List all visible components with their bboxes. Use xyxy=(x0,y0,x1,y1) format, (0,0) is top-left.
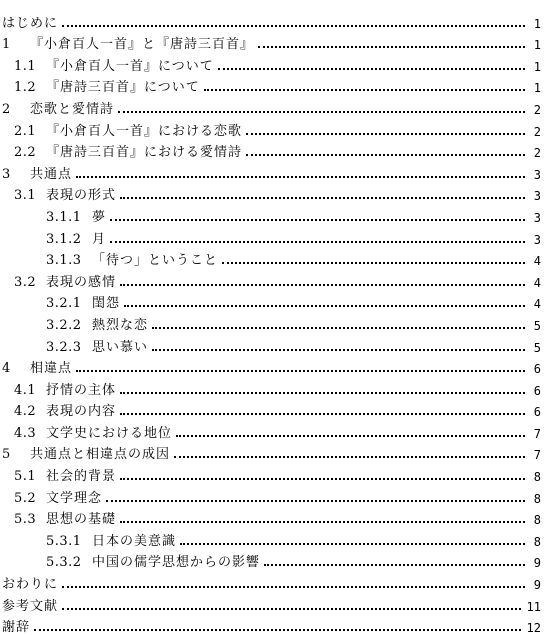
toc-dot-leader xyxy=(110,219,525,221)
toc-entry-title: 中国の儒学思想からの影響 xyxy=(92,555,261,571)
toc-entry-page-number: 3 xyxy=(533,210,541,225)
toc-entry-page-number: 6 xyxy=(533,383,541,398)
toc-dot-leader xyxy=(222,262,525,264)
toc-dot-leader xyxy=(258,46,525,48)
toc-entry[interactable] xyxy=(2,289,541,311)
toc-entry-number: 3.2.1 xyxy=(46,296,82,312)
toc-entry-page-number: 2 xyxy=(533,146,541,161)
toc-entry[interactable] xyxy=(2,94,541,116)
toc-entry-number: 1.1 xyxy=(14,58,37,74)
toc-entry-number: 1.2 xyxy=(14,80,37,96)
toc-entry-title: 謝辞 xyxy=(2,620,31,635)
toc-entry-page-number: 1 xyxy=(533,38,541,53)
toc-entry-number: 4.2 xyxy=(14,404,37,420)
toc-entry[interactable] xyxy=(2,461,541,483)
toc-entry-title: 社会的背景 xyxy=(46,469,117,485)
toc-entry-title: 共通点と相違点の成因 xyxy=(30,447,171,463)
toc-entry[interactable] xyxy=(2,418,541,440)
toc-dot-leader xyxy=(62,25,525,27)
toc-dot-leader xyxy=(246,133,525,135)
toc-dot-leader xyxy=(120,413,525,415)
toc-dot-leader xyxy=(152,327,525,329)
toc-dot-leader xyxy=(124,305,525,307)
toc-entry[interactable] xyxy=(2,526,541,548)
toc-entry-page-number: 5 xyxy=(533,340,541,355)
toc-entry-title: はじめに xyxy=(2,15,59,31)
toc-entry-title: 『小倉百人一首』における恋歌 xyxy=(46,123,243,139)
toc-entry-number: 2 xyxy=(2,101,11,117)
toc-entry-title: おわりに xyxy=(2,577,59,593)
toc-entry-number: 5.1 xyxy=(14,469,37,485)
toc-entry-page-number: 11 xyxy=(526,599,541,614)
toc-entry-page-number: 12 xyxy=(526,621,541,635)
toc-dot-leader xyxy=(246,154,525,156)
toc-entry-number: 1 xyxy=(2,37,11,53)
toc-entry-title: 表現の内容 xyxy=(46,404,117,420)
toc-entry-number: 3.1.3 xyxy=(46,253,82,269)
toc-dot-leader xyxy=(118,111,525,113)
toc-entry-title: 相違点 xyxy=(30,361,73,377)
toc-dot-leader xyxy=(120,521,525,523)
toc-entry-page-number: 6 xyxy=(533,362,541,377)
toc-entry[interactable] xyxy=(2,267,541,289)
toc-entry[interactable] xyxy=(2,591,541,613)
toc-entry-page-number: 3 xyxy=(533,167,541,182)
toc-entry-title: 思想の基礎 xyxy=(46,512,117,528)
toc-dot-leader xyxy=(62,586,525,588)
toc-entry[interactable] xyxy=(2,8,541,30)
toc-entry-page-number: 8 xyxy=(533,513,541,528)
toc-entry-page-number: 1 xyxy=(533,59,541,74)
toc-entry-number: 5.3 xyxy=(14,512,37,528)
toc-entry-title: 月 xyxy=(92,231,107,247)
toc-entry-title: 熱烈な恋 xyxy=(92,317,149,333)
toc-dot-leader xyxy=(76,370,525,372)
toc-entry-page-number: 7 xyxy=(533,448,541,463)
toc-entry-title: 閨怨 xyxy=(92,296,121,312)
toc-entry-page-number: 6 xyxy=(533,405,541,420)
toc-entry-number: 4.1 xyxy=(14,382,37,398)
toc-entry-title: 『唐詩三百首』における愛情詩 xyxy=(46,145,243,161)
toc-entry-page-number: 2 xyxy=(533,124,541,139)
toc-dot-leader xyxy=(76,176,525,178)
toc-entry[interactable] xyxy=(2,30,541,52)
toc-dot-leader xyxy=(180,543,525,545)
toc-entry-number: 5.3.1 xyxy=(46,533,82,549)
toc-entry-page-number: 9 xyxy=(533,556,541,571)
toc-entry-title: 『小倉百人一首』と『唐詩三百首』 xyxy=(30,37,255,53)
toc-entry-title: 恋歌と愛情詩 xyxy=(30,101,115,117)
toc-entry[interactable] xyxy=(2,202,541,224)
toc-entry-page-number: 3 xyxy=(533,189,541,204)
toc-dot-leader xyxy=(106,500,525,502)
toc-entry-page-number: 3 xyxy=(533,232,541,247)
toc-entry-number: 5 xyxy=(2,447,11,463)
toc-entry-title: 夢 xyxy=(92,209,107,225)
toc-entry[interactable] xyxy=(2,116,541,138)
toc-entry-number: 5.2 xyxy=(14,490,37,506)
toc-entry[interactable] xyxy=(2,181,541,203)
toc-entry-number: 4.3 xyxy=(14,425,37,441)
toc-entry-page-number: 4 xyxy=(533,275,541,290)
toc-entry[interactable] xyxy=(2,51,541,73)
toc-entry-title: 「待つ」ということ xyxy=(92,253,219,269)
toc-entry-page-number: 4 xyxy=(533,254,541,269)
toc-entry-page-number: 8 xyxy=(533,491,541,506)
toc-entry-page-number: 7 xyxy=(533,426,541,441)
toc-entry-page-number: 5 xyxy=(533,318,541,333)
toc-entry-title: 『唐詩三百首』について xyxy=(46,80,200,96)
toc-entry-page-number: 9 xyxy=(533,578,541,593)
toc-entry[interactable] xyxy=(2,548,541,570)
toc-entry-page-number: 1 xyxy=(533,81,541,96)
toc-entry[interactable] xyxy=(2,483,541,505)
toc-entry-title: 共通点 xyxy=(30,166,73,182)
toc-dot-leader xyxy=(264,564,525,566)
toc-entry[interactable] xyxy=(2,397,541,419)
toc-entry-number: 3.2.2 xyxy=(46,317,82,333)
toc-entry-title: 参考文献 xyxy=(2,598,59,614)
toc-entry[interactable] xyxy=(2,224,541,246)
toc-entry-page-number: 8 xyxy=(533,534,541,549)
toc-dot-leader xyxy=(218,68,525,70)
toc-dot-leader xyxy=(152,349,525,351)
toc-entry-title: 抒情の主体 xyxy=(46,382,117,398)
toc-entry-number: 2.1 xyxy=(14,123,37,139)
toc-entry[interactable] xyxy=(2,138,541,160)
toc-entry-title: 文学理念 xyxy=(46,490,103,506)
toc-entry-title: 文学史における地位 xyxy=(46,425,173,441)
toc-entry-number: 3 xyxy=(2,166,11,182)
toc-entry-number: 3.2.3 xyxy=(46,339,82,355)
toc-entry[interactable] xyxy=(2,440,541,462)
toc-dot-leader xyxy=(120,392,525,394)
toc-entry-title: 日本の美意識 xyxy=(92,533,177,549)
toc-dot-leader xyxy=(120,478,525,480)
toc-entry-title: 思い慕い xyxy=(92,339,149,355)
toc-entry-number: 2.2 xyxy=(14,145,37,161)
toc-entry-page-number: 4 xyxy=(533,297,541,312)
toc-entry[interactable] xyxy=(2,332,541,354)
toc-entry[interactable] xyxy=(2,569,541,591)
toc-entry[interactable] xyxy=(2,159,541,181)
toc-entry-number: 3.1.2 xyxy=(46,231,82,247)
toc-entry-number: 3.1 xyxy=(14,188,37,204)
toc-entry[interactable] xyxy=(2,375,541,397)
toc-entry-title: 表現の形式 xyxy=(46,188,117,204)
toc-entry[interactable] xyxy=(2,505,541,527)
toc-entry[interactable] xyxy=(2,310,541,332)
toc-dot-leader xyxy=(34,629,521,631)
toc-dot-leader xyxy=(120,197,525,199)
toc-dot-leader xyxy=(174,456,525,458)
toc-entry-title: 表現の感情 xyxy=(46,274,117,290)
toc-dot-leader xyxy=(120,284,525,286)
toc-entry[interactable] xyxy=(2,354,541,376)
toc-dot-leader xyxy=(204,89,525,91)
toc-entry-page-number: 8 xyxy=(533,470,541,485)
toc-entry[interactable] xyxy=(2,613,541,635)
toc-entry-number: 3.1.1 xyxy=(46,209,82,225)
toc-entry-page-number: 1 xyxy=(533,16,541,31)
toc-entry[interactable] xyxy=(2,246,541,268)
toc-entry-number: 4 xyxy=(2,361,11,377)
toc-dot-leader xyxy=(62,608,521,610)
toc-entry-number: 5.3.2 xyxy=(46,555,82,571)
toc-entry-page-number: 2 xyxy=(533,102,541,117)
toc-dot-leader xyxy=(110,241,525,243)
toc-entry[interactable] xyxy=(2,73,541,95)
toc-dot-leader xyxy=(176,435,525,437)
toc-entry-number: 3.2 xyxy=(14,274,37,290)
toc-entry-title: 『小倉百人一首』について xyxy=(46,58,214,74)
